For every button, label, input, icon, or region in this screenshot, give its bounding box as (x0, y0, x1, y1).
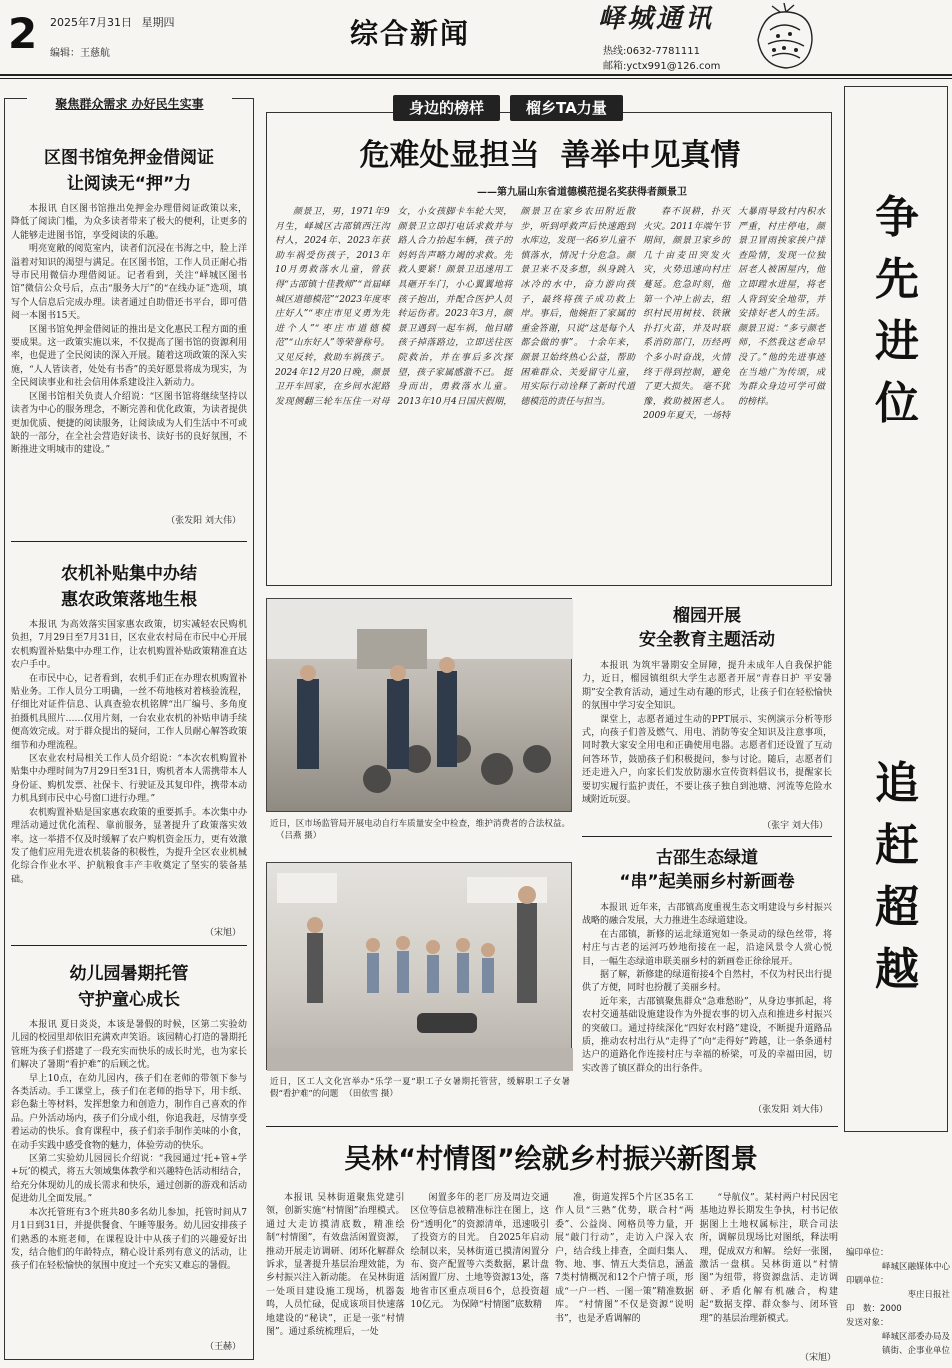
feature-body (275, 205, 635, 583)
article-title-line1: 区图书馆免押金借阅证 (44, 148, 214, 168)
article-title-line2: 安全教育主题活动 (639, 630, 775, 650)
article-title-line1: 农机补贴集中办结 (61, 564, 197, 584)
paragraph: 在市民中心，记者看到，农机手们正在办理农机购置补贴业务。工作人员分工明确，一丝不苟地核对着核验流程，仔细比对证件信息、认真查验农机铭牌“出厂编号、多角度拍摄机具照片……仅用片刻，一台农业农机的补贴申请手续便高效完成。对于群众提出的疑问，工作人员耐心解答政策细节和办理流程。 (11, 673, 247, 751)
paper-name-logo: 峄城通讯 (598, 4, 715, 34)
issue-weekday: 星期四 (141, 16, 175, 29)
byline: （张发阳 刘大伟） (753, 1105, 828, 1115)
article-library (11, 203, 247, 458)
article-title-line1: 榴园开展 (673, 606, 741, 626)
article-farm-subsidy (11, 619, 247, 887)
slogan-line2: 追 赶 超 越 (875, 758, 919, 995)
slogan-line1: 争 先 进 位 (875, 192, 919, 429)
paragraph: 在古邵镇，新修的运北绿道宛如一条灵动的绿色丝带，将村庄与古老的运河巧妙地衔接在一起，沿途风景令人赏心悦目，一幅生态绿道串联美丽乡村的新画卷正徐徐展开。 (582, 929, 832, 967)
feature-box (266, 99, 832, 586)
photo-caption: 近日，区工人文化宫举办“乐学一夏”职工子女暑期托管营，缓解职工子女暑假“看护难”的问题 （田依雪 摄） (270, 1077, 570, 1099)
bottom-article-title: 吴林“村情图”绘就乡村振兴新图景 (344, 1144, 758, 1175)
article-title-line2: 让阅读无“押”力 (66, 174, 192, 194)
byline: （张发阳 刘大伟） (166, 516, 241, 526)
paragraph: 据了解，新修建的绿道衔接4个自然村，不仅为村民出行提供了方便，同时也扮靓了美丽乡村。 (582, 970, 832, 994)
paragraph: 颜景卫，男，1971年9月生，峄城区古邵镇西汪沟村人，2024年、2023年获助车祸受伤孩子，2013年10月勇救落水儿童，曾获得“古邵镇十佳教师”“首届峄城区道德模范”“2023年度枣庄好人”“枣庄市见义勇为先进个人”“枣庄市道德模范”“山东好人”等荣誉称号。 又见反转，救助车祸孩子。2024年12月20日晚，颜景卫开车回家，在乡间水泥路发现侧翻三轮车压住一对母女，小女孩脚卡车轮大哭，颜景卫立即打电话求救并与路人合力抬起车辆，孩子的妈妈告声略力竭的求救。先救人要紧！颜景卫迅速用工具砸开车门，小心翼翼地将孩子抱出，并配合医护人员转运伤者。2023年3月，颜景卫遇到一起车祸，他目睹孩子掉落路边，立即送往医院救治，并在事后多次探望，孩子家属感激不已。 挺身而出，勇救落水儿童。2013年10月4日国庆假期，颜景卫在家乡农田附近散步，听到呼救声后快速跑到水库边，发现一名6岁儿童不慎落水，情况十分危急。颜景卫来不及多想，纵身跳入冰冷的水中，奋力游向孩子，最终将孩子成功救上岸。事后，他婉拒了家属的重金答谢，只说“这是每个人都会做的事”。 十余年来，颜景卫始终热心公益，帮助困难群众、关爱留守儿童，用实际行动诠释了新时代道德模范的责任与担当。 (275, 207, 635, 407)
article-title-line2: 守护童心成长 (78, 990, 180, 1010)
feature-tag: 榴乡TA力量 (510, 95, 623, 121)
paragraph: 准，街道发挥5个片区35名工作人员“三熟”优势，联合村“两委”、公益岗、网格员等力量，开展“敲门行动”，走访入户深入农户，结合线上排查，全面归集人、物、地、事、情五大类信息，涵盖7类村情概况和12个户情子项，形成“一户一档、一图一策”精准数据库。 “村情图”不仅是资源“说明书”，也是矛盾调解的 (555, 1193, 694, 1324)
slogan-sidebar (844, 86, 948, 1132)
feature-body-continued (643, 205, 825, 583)
masthead (0, 0, 952, 80)
bottom-article (266, 1192, 838, 1362)
email: 邮箱:yctx991@126.com (603, 61, 721, 72)
byline: （王赫） (204, 1342, 241, 1352)
paragraph: 本报讯 吴林街道聚焦党建引领，创新实施“村情图”治理模式。通过大走访摸清底数，精准绘制“村情图”，有效盘活闲置资源，推动开展走访调研、闭环化解群众诉求，显著提升基层治理效能，为乡村振兴注入新动能。 在吴林街道一处项目建设施工现场，机器轰鸣，人员忙碌，促成该项目快速落地建设的“秘诀”，正是一张“村情图”。通过系统梳理后，一处 (266, 1193, 405, 1338)
feature-tag: 身边的榜样 (393, 95, 500, 121)
photo-credit: （吕燕 摄） (276, 831, 322, 841)
paragraph: 闲置多年的老厂房及周边交通区位等信息被精准标注在图上，这份“透明化”的资源清单，迅速吸引了投资方的目光。 自2025年启动绘制以来，吴林街道已摸清闲置分布、资产配置等六类数据，累计盘活闲置厂房、土地等资源13处，落地省市区重点项目6个，总投资超10亿元。 为保障“村情图”底数精 (410, 1193, 549, 1311)
paragraph: 区图书馆相关负责人介绍说：“区图书馆将继续坚持以读者为中心的服务理念，不断完善和优化政策，为读者提供更加优质、便捷的阅读服务，让阅读成为人们生活中不可或缺的一部分，在全社会营造好读书、读好书的良好氛围，不断推进文明城市的建设。” (11, 391, 247, 456)
article-title-line1: 古邵生态绿道 (656, 848, 758, 868)
byline: （宋旭） (799, 1353, 836, 1363)
section-title: 综合新闻 (349, 17, 470, 50)
paragraph: 农机购置补贴是国家惠农政策的重要抓手。本次集中办理活动通过优化流程、靠前服务，显著提升了政策落实效率。这一举措不仅及时缓解了农户购机资金压力，更有效激发了他们应用先进农机装备的积极性，为提升全区农业机械化综合作业水平、护航粮食丰产丰收奠定了坚实的装备基础。 (11, 807, 247, 885)
paragraph: 本报讯 自区图书馆推出免押金办理借阅证政策以来，降低了阅读门槛，为众多读者带来了极大的便利，让更多的人能够走进图书馆，享受阅读的乐趣。 (11, 204, 247, 241)
photo-scene-icon (267, 863, 573, 1071)
paragraph: 明亮宽敞的阅览室内，读者们沉浸在书海之中，脸上洋溢着对知识的渴望与满足。在区图书馆，工作人员正耐心指导市民用微信办理借阅证。记者看到，关注“峄城区图书馆”微信公众号后，点击“服务大厅”的“在线办证”选项，填写个人信息后完成办理。读者通过自助借还书平台，即可借阅一本图书15天。 (11, 244, 247, 322)
paragraph: 本报讯 为高效落实国家惠农政策，切实减轻农民购机负担，7月29日至7月31日，区农业农村局在市民中心开展农机购置补贴集中办理工作，让农机购置补贴政策精准直达农户手中。 (11, 620, 247, 671)
left-column (4, 98, 254, 1360)
feature-subtitle: ——第九届山东省道德模范提名奖获得者颜景卫 (477, 187, 687, 198)
issue-date: 2025年7月31日 (50, 16, 132, 29)
paragraph: 课堂上，志愿者通过生动的PPT展示、实例演示分析等形式，向孩子们普及燃气、用电、消防等安全知识及注意事项，同时教大家安全用电和正确使用电器。志愿者们还设置了互动问答环节，鼓励孩子们积极提问，参与讨论。随后，志愿者们还走进入户，向家长们发放防溺水宣传资料倡议书，提醒家长要切实履行监护责任，不要让孩子独自到池塘、河流等危险水域附近玩耍。 (582, 714, 832, 806)
byline: （宋旭） (204, 928, 241, 938)
article-title-line2: “串”起美丽乡村新画卷 (619, 872, 795, 892)
page-number: 2 (8, 9, 38, 58)
paragraph: 春不误耕，扑灭火灾。2011年端午节期间，颜景卫家乡的几十亩麦田突发火灾，火势迅速向村庄蔓延。危急时刻，他第一个冲上前去，组织村民用树枝、铁锹扑打火苗，并及时联系消防部门，历经两个多小时奋战，火情终于得到控制，避免了更大损失。 毫不犹豫，救助被困老人。2009年夏天，一场特大暴雨导致村内积水严重，村庄停电，颜景卫冒雨挨家挨户排查险情，发现一位独居老人被困屋内，他立即蹚水进屋，将老人背到安全地带，并安排好老人的生活。 颜景卫说：“多亏颜老师，不然我这老命早没了。”他的先进事迹在当地广为传颂，成为群众身边可学可做的榜样。 (643, 207, 825, 422)
pomegranate-logo-icon (750, 0, 820, 74)
article-title-line1: 幼儿园暑期托管 (69, 964, 189, 984)
paragraph: 本报讯 近年来，古邵镇高度重视生态文明建设与乡村振兴战略的融合发展，大力推进生态绿道建设。 (582, 903, 832, 927)
paragraph: 区第二实验幼儿园园长介绍说：“我园通过‘托+管+学+玩’的模式，将五大领域集体教学和兴趣特色活动相结合，给充分体现幼儿的成长需求和快乐，通过创新的游戏和活动促进幼儿全面发展。” (11, 1154, 247, 1205)
paragraph: “导航仪”。某村两户村民因宅基地边界长期发生争执，村书记依据图上土地权属标注，联合司法所，调解员现场比对图纸，释法明理，促成双方和解。 绘好一张图，激活一盘棋。吴林街道以“村情图”为纽带，将资源盘活、走访调研、矛盾化解有机融合，构建起“数据支撑、群众参与、闭环管理”的基层治理新模式。 (699, 1193, 838, 1324)
article-safety-education (582, 660, 832, 807)
paragraph: 区农业农村局相关工作人员介绍说：“本次农机购置补贴集中办理时间为7月29日至31日，购机者本人需携带本人身份证、购机发票、社保卡、行驶证及其复印件，携带本动力机具到市民中心号窗口进行办理。” (11, 754, 247, 805)
editor-credit: 编辑：王慈航 (50, 48, 110, 59)
photo-caption: 近日，区市场监管局开展电动自行车质量安全中检查，维护消费者的合法权益。（吕燕 摄） (270, 819, 570, 841)
photo-ebike-inspection (266, 598, 572, 812)
article-title-line2: 惠农政策落地生根 (61, 590, 197, 610)
photo-scene-icon (267, 599, 573, 813)
photo-summer-camp (266, 862, 572, 1070)
paragraph: 本报讯 夏日炎炎，本该是暑假的时候，区第二实验幼儿园的校园里却依旧充满欢声笑语。该园精心打造的暑期托管班为孩子们搭建了一段充实而快乐的成长时光，也为家长们解决了暑期“看护难”的后顾之忧。 (11, 1020, 247, 1071)
paragraph: 本报讯 为筑牢暑期安全屏障，提升未成年人自我保护能力，近日，榴园镇组织大学生志愿者开展“青春日护 平安暑期”安全教育活动，通过生动有趣的形式，让孩子们在轻松愉快的氛围中学习安全知识。 (582, 661, 832, 712)
imprint-box: 编印单位： 峄城区融媒体中心 印刷单位： 枣庄日报社 印 数：2000 发送对象： 峄城区部委办局及 镇街、企事业单位 (846, 1248, 950, 1356)
article-kindergarten (11, 1019, 247, 1274)
hotline: 热线:0632-7781111 (603, 46, 700, 57)
photo-credit: （田依雪 摄） (344, 1089, 398, 1099)
left-banner: 聚焦群众需求 办好民生实事 (27, 95, 232, 113)
paragraph: 近年来，古邵镇聚焦群众“急难愁盼”，从身边事抓起，将农村交通基础设施建设作为外提农事的切入点和推进乡村振兴的突破口。通过持续深化“四好农村路”建设，不断提升道路品质，推动农村出行从“走得了”向“走得好”跨越，让一条条通村达户的道路化作连接村庄与幸福的桥梁，可及的幸福田园，切实改善了镇区群众的出行条件。 (582, 996, 832, 1074)
byline: （张宇 刘大伟） (762, 821, 828, 831)
feature-title: 危难处显担当 善举中见真情 (359, 138, 741, 173)
article-green-way (582, 902, 832, 1076)
paragraph: 区图书馆免押金借阅证的推出是文化惠民工程方面的重要成果。这一政策实施以来，不仅提高了图书馆的资源利用率，也促进了全民阅读的深入开展。随着这项政策的深入实施，“人人皆读者，处处有书香”的美好愿景将成为现实，为全民阅读事业和社会信用体系建设注入新动力。 (11, 324, 247, 389)
paragraph: 本次托管班有3个班共80多名幼儿参加，托管时间从7月1日到31日，并提供餐食、午睡等服务。幼儿园安排孩子们熟悉的本班老师，在课程设计中从孩子们的兴趣爱好出发，结合他们的年龄特点，精心设计系列有意义的活动，让孩子们在轻松愉快的氛围中度过一个充实又难忘的暑假。 (11, 1207, 247, 1272)
paragraph: 早上10点，在幼儿园内，孩子们在老师的带领下参与各类活动。手工课堂上，孩子们在老师的指导下，用卡纸、彩色黏土等材料，发挥想象力和创造力，制作自己喜欢的作品。户外活动场内，孩子们分成小组，你追我赶，尽情享受着运动的快乐。食育课程中，孩子们亲手制作美味的小食，在动手实践中感受食物的魅力，体验劳动的快乐。 (11, 1073, 247, 1151)
